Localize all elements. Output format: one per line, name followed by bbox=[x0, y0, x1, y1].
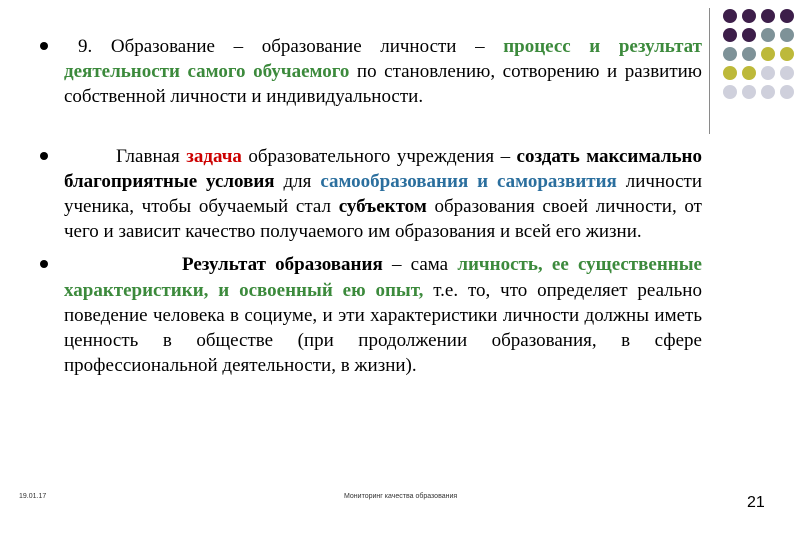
decor-dot bbox=[780, 9, 794, 23]
bullet-3-text-2: т.е. то, что определяет реально поведение человека в социуме, и эти характеристики личности должны иметь ценность в обществе (при продолжении образования, в сфере профессиональной деятельности, в жизни). bbox=[64, 279, 702, 377]
bullet-2-text-2: образовательного учреждения – bbox=[241, 145, 517, 167]
bullet-2-text-4: личности ученика, чтобы обучаемый стал bbox=[64, 170, 702, 218]
decor-dot bbox=[723, 47, 737, 61]
bullet-1-prefix: 9. Образование – образование личности – bbox=[78, 36, 504, 57]
bullet-dot bbox=[40, 152, 48, 160]
bullet-item-1 bbox=[40, 34, 702, 110]
decor-dot bbox=[780, 66, 794, 80]
bullet-3-text-1: – сама bbox=[382, 254, 458, 276]
decor-vertical-line bbox=[709, 8, 710, 134]
bullet-2-highlight-task: задача bbox=[186, 145, 242, 167]
bullet-item-3 bbox=[40, 252, 702, 378]
decor-dot-grid bbox=[723, 9, 810, 135]
decor-dot bbox=[742, 47, 756, 61]
bullet-2-highlight-self: самообразования и саморазвития bbox=[320, 170, 617, 192]
decor-dot bbox=[742, 66, 756, 80]
decor-dot bbox=[723, 85, 737, 99]
bullet-3-highlight: личность, ее существенные характеристики, и освоенный ею опыт, bbox=[64, 254, 702, 301]
decor-dot bbox=[761, 47, 775, 61]
decor-dot bbox=[723, 9, 737, 23]
bullet-2-text-1: Главная bbox=[116, 145, 187, 167]
bullet-dot bbox=[40, 260, 48, 268]
bullet-2-bold-2: субъектом bbox=[338, 196, 427, 218]
bullet-2-text-5: образования своей личности, от чего и зависит качество получаемого им образования и всей его жизни. bbox=[64, 196, 702, 243]
decor-dot bbox=[742, 28, 756, 42]
decor-dot bbox=[742, 9, 756, 23]
decor-dot bbox=[761, 66, 775, 80]
bullet-item-2 bbox=[40, 144, 702, 245]
page-number: 21 bbox=[747, 494, 765, 511]
slide-content bbox=[40, 34, 702, 378]
decor-dot bbox=[780, 28, 794, 42]
decor-dot bbox=[761, 9, 775, 23]
decor-dot bbox=[761, 85, 775, 99]
decor-dot bbox=[761, 28, 775, 42]
decor-dot bbox=[723, 66, 737, 80]
decor-dot bbox=[742, 85, 756, 99]
footer-date: 19.01.17 bbox=[19, 493, 47, 500]
decor-dot bbox=[780, 47, 794, 61]
bullet-3-bold-1: Результат образования bbox=[182, 254, 383, 276]
bullet-dot bbox=[40, 42, 48, 50]
footer-title: Мониторинг качества образования bbox=[344, 493, 458, 500]
decor-dot bbox=[723, 28, 737, 42]
bullet-2-bold-1: создать максимально благоприятные условия bbox=[64, 145, 702, 192]
bullet-2-text-3: для bbox=[274, 170, 321, 192]
bullet-1-rest: по становлению, сотворению и развитию собственной личности и индивидуальности. bbox=[64, 61, 702, 108]
decor-dot bbox=[780, 85, 794, 99]
bullet-1-highlight: процесс и результат деятельности самого обучаемого bbox=[64, 36, 703, 83]
